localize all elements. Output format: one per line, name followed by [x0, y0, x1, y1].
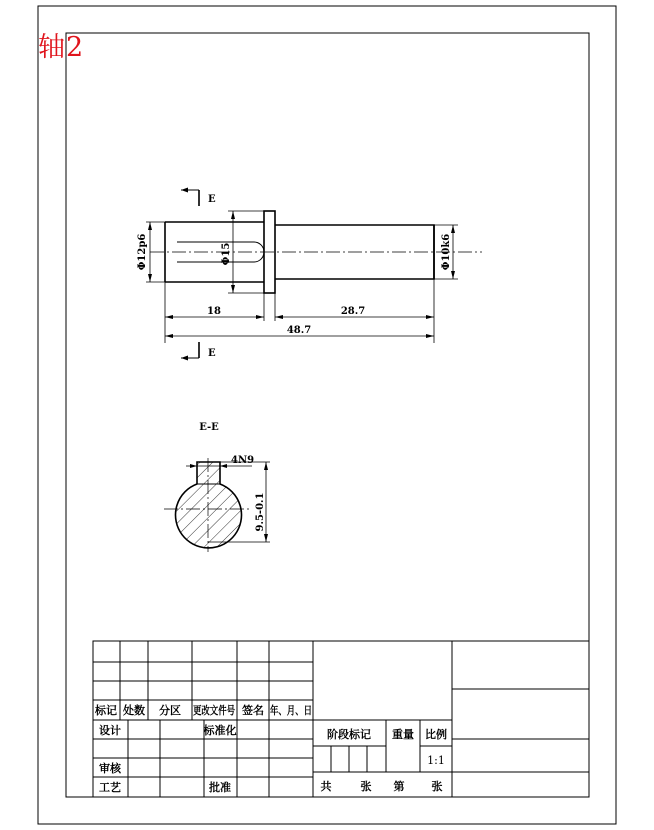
tb-header-date: 年、月、日 [270, 704, 325, 717]
tb-header-sign: 签名 [242, 704, 264, 717]
tb-header-change-doc: 更改文件号 [193, 704, 248, 717]
dim-right-length: 28.7 [340, 306, 366, 317]
section-marker-top [181, 188, 216, 207]
tb-sheets-1: 张 [360, 780, 372, 793]
tb-scale-label: 比例 [425, 728, 447, 741]
section-view-label: E-E [199, 422, 219, 433]
tb-header-mark: 标记 [95, 704, 117, 717]
tb-total: 共 [320, 780, 332, 793]
section-hatch [176, 462, 242, 548]
dim-key-width: 4N9 [231, 455, 255, 466]
dim-right-diameter: Φ10k6 [441, 233, 452, 271]
svg-text:E: E [208, 194, 216, 205]
tb-header-count: 处数 [123, 704, 145, 717]
dim-left-length: 18 [207, 306, 221, 317]
tb-process: 工艺 [99, 781, 121, 794]
outer-frame [38, 6, 616, 824]
svg-text:E: E [208, 348, 216, 359]
tb-standardization: 标准化 [203, 724, 237, 737]
dim-left-diameter: Φ12p6 [137, 233, 148, 271]
section-view [164, 422, 270, 552]
tb-sheets-2: 张 [431, 780, 443, 793]
tb-number: 第 [393, 780, 405, 793]
tb-design: 设计 [99, 724, 121, 737]
inner-frame [66, 33, 589, 797]
section-marker-bottom [181, 342, 216, 361]
dim-middle-diameter: Φ15 [221, 242, 232, 266]
drawing-title: 轴2 [38, 32, 85, 63]
tb-approve: 批准 [209, 781, 231, 794]
tb-review: 审核 [99, 762, 121, 775]
dim-total-length: 48.7 [286, 325, 312, 336]
title-block [93, 641, 589, 797]
tb-scale-value: 1:1 [427, 754, 445, 767]
tb-stage-mark: 阶段标记 [327, 728, 371, 741]
tb-weight: 重量 [392, 728, 414, 741]
tb-header-zone: 分区 [159, 704, 181, 717]
dim-key-depth: 9.5-0.1 [255, 492, 266, 532]
shaft-view [137, 188, 482, 361]
